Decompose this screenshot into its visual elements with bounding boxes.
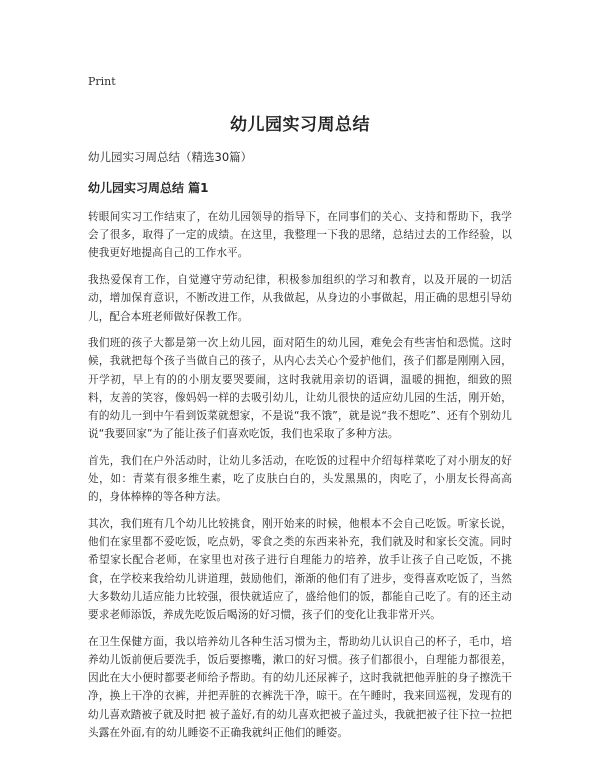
paragraph: 首先，我们在户外活动时，让幼儿多活动，在吃饭的过程中介绍每样菜吃了对小朋友的好处，如：青菜有很多维生素，吃了皮肤白白的，头发黑黑的，肉吃了，小朋友长得高高的，身体棒棒的等各种方法。: [88, 454, 512, 504]
paragraph: 我热爱保育工作，自觉遵守劳动纪律，积极参加组织的学习和教育，以及开展的一切活动，增加保育意识，不断改进工作，从我做起，从身边的小事做起，用正确的思想引导幼儿，配合本班老师做好保教工作。: [88, 274, 512, 323]
paragraph: 在卫生保健方面，我以培养幼儿各种生活习惯为主，帮助幼儿认识自己的杯子，毛巾，培养幼儿饭前便后要洗手，饭后要擦嘴，漱口的好习惯。孩子们都很小，自理能力都很差，因此在大小便时都要老师给予帮助。有的幼儿还尿裤子，这时我就把他弄脏的身子擦洗干净，换上干净的衣裤，并把弄脏的衣裤洗干净，晾干。在午睡时，我来回巡视，发现有的幼儿喜欢踏被子就及时把 被子盖好,有的幼儿喜欢把被子盖过头，我就把被子往下拉一拉把头露在外面,有的幼儿睡姿不正确我就纠正他们的睡姿。: [88, 635, 512, 739]
paragraph: 我们班的孩子大都是第一次上幼儿园，面对陌生的幼儿园，难免会有些害怕和恐慌。这时候，我就把每个孩子当做自己的孩子，从内心去关心个爱护他们，孩子们都是刚刚入园，开学初，早上有的的小朋友要哭要闹，这时我就用亲切的语调，温暖的拥抱，细致的照料，友善的笑容，像妈妈一样的去吸引幼儿，让幼儿很快的适应幼儿园的生活，刚开始，有的幼儿一到中午看到饭菜就想家，不是说“我不饿”，就是说“我不想吃”、还有个别幼儿说“我要回家”为了能让孩子们喜欢吃饭，我们也采取了多种方法。: [88, 337, 512, 441]
section-heading: 幼儿园实习周总结 篇1: [88, 181, 209, 195]
print-link[interactable]: Print: [88, 75, 116, 88]
paragraph: 转眼间实习工作结束了，在幼儿园领导的指导下，在同事们的关心、支持和帮助下，我学会了很多，取得了一定的成绩。在这里，我整理一下我的思绪，总结过去的工作经验，以使我更好地提高自己的工作水平。: [88, 211, 512, 260]
page-title: 幼儿园实习周总结: [230, 115, 370, 135]
paragraph: 其次，我们班有几个幼儿比较挑食，刚开始来的时候，他根本不会自己吃饭。听家长说，他们在家里都不爱吃饭，吃点奶，零食之类的东西来补充，我们就及时和家长交流。同时希望家长配合老师，在家里也对孩子进行自理能力的培养，放手让孩子自己吃饭，不挑食，在学校来我给幼儿讲道理，鼓励他们，渐渐的他们有了进步，变得喜欢吃饭了，当然大多数幼儿适应能力比较强，很快就适应了，盛给他们的饭，都能自己吃了。有的还主动要求老师添饭，养成先吃饭后喝汤的好习惯，孩子们的变化让我非常开兴。: [88, 518, 512, 622]
document-subtitle: 幼儿园实习周总结（精选30篇）: [88, 150, 253, 164]
